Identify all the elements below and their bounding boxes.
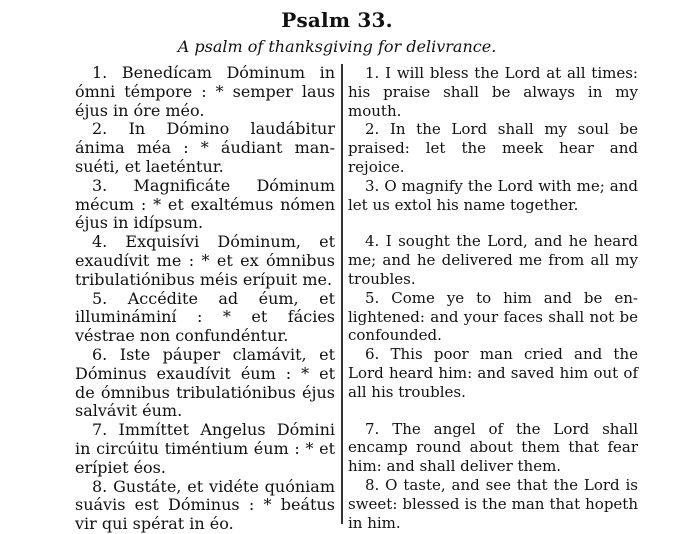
latin-verse-1: 1. Benedícam Dóminum in ómni témpore : * semper laus éjus in óre méo. bbox=[75, 63, 335, 120]
latin-verse-2: 2. In Dómino laudábitur ánima méa : * áudiant mansuéti, et laeténtur. bbox=[75, 119, 335, 176]
english-verse-2: 2. In the Lord shall my soul be praised: let the meek hear and rejoice. bbox=[348, 120, 638, 176]
english-spacer bbox=[348, 214, 638, 232]
english-verse-6: 6. This poor man cried and the Lord heard him: and saved him out of all his troubles. bbox=[348, 345, 638, 401]
latin-column bbox=[75, 64, 335, 534]
english-column bbox=[348, 64, 638, 532]
latin-verse-7: 7. Immíttet Angelus Dómini in circúitu timéntium éum : * et erípiet éos. bbox=[75, 420, 335, 477]
latin-verse-5: 5. Accédite ad éum, et illumináminí : * et fácies véstrae non confundéntur. bbox=[75, 288, 335, 346]
page-subtitle: A psalm of thanksgiving for delivrance. bbox=[177, 37, 497, 56]
english-verse-5: 5. Come ye to him and be enlightened: and your faces shall not be confounded. bbox=[348, 288, 638, 345]
latin-verse-6: 6. Iste páuper clamávit, et Dóminus exaudívit éum : * et de ómnibus tribulatiónibus éjus salvávit éum. bbox=[75, 344, 335, 421]
english-verse-4: 4. I sought the Lord, and he heard me; and he delivered me from all my troubles. bbox=[348, 232, 638, 288]
latin-verse-8: 8. Gustáte, et vidéte quóniam suávis est Dóminus : * beátus vir qui spérat in éo. bbox=[75, 476, 335, 534]
column-divider bbox=[341, 64, 343, 524]
latin-verse-3: 3. Magnificáte Dóminum mécum : * et exaltémus nómen éjus in idípsum. bbox=[75, 175, 335, 233]
english-verse-3: 3. O magnify the Lord with me; and let us extol his name together. bbox=[348, 176, 638, 214]
english-verse-7: 7. The angel of the Lord shall encamp round about them that fear him: and shall deliver them. bbox=[348, 419, 638, 476]
english-spacer-2 bbox=[348, 402, 638, 420]
english-verse-8: 8. O taste, and see that the Lord is sweet: blessed is the man that hopeth in him. bbox=[348, 475, 638, 532]
latin-verse-4: 4. Exquisívi Dóminum, et exaudívit me : * et ex ómnibus tribulatiónibus méis erípuit me. bbox=[75, 232, 335, 289]
english-verse-1: 1. I will bless the Lord at all times: his praise shall be always in my mouth. bbox=[348, 64, 638, 120]
page-title: Psalm 33. bbox=[281, 8, 393, 32]
